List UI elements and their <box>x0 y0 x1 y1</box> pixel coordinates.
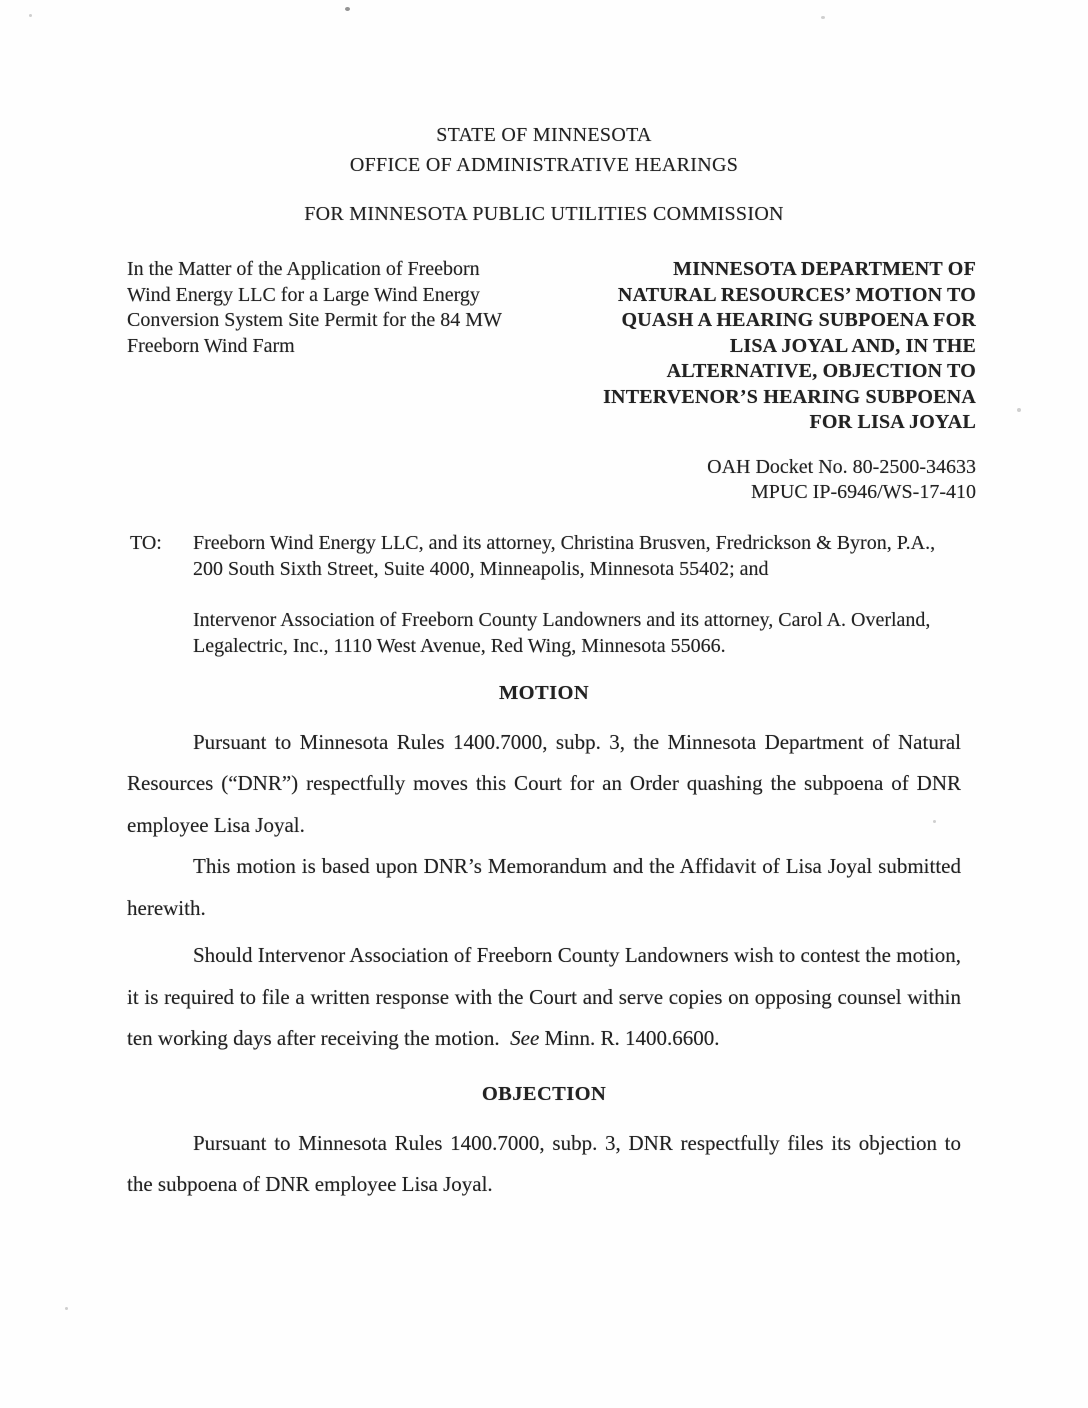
scan-speck <box>821 16 825 19</box>
to-label: TO: <box>130 531 162 554</box>
docket-numbers <box>0 455 976 506</box>
filing-title-line: QUASH A HEARING SUBPOENA FOR <box>621 309 976 331</box>
scan-speck <box>65 1307 68 1310</box>
filing-title <box>566 257 976 436</box>
case-matter-description <box>127 257 566 436</box>
recipient-intervenor-association: Intervenor Association of Freeborn County Landowners and its attorney, Carol A. Overland, Legalectric, Inc., 1110 West Avenue, Red Wing, Minnesota 55066. <box>193 608 931 657</box>
filing-title-line: LISA JOYAL AND, IN THE <box>729 334 976 357</box>
matter-line: Conversion System Site Permit for the 84 MW <box>127 309 502 331</box>
motion-paragraph-2: This motion is based upon DNR’s Memorandum and the Affidavit of Lisa Joyal submitted herewith. <box>127 854 961 920</box>
case-caption <box>127 257 976 436</box>
motion-body <box>127 722 961 1060</box>
recipient-freeborn-wind: Freeborn Wind Energy LLC, and its attorney, Christina Brusven, Fredrickson & Byron, P.A., 200 South Sixth Street, Suite 4000, Minneapolis, Minnesota 55402; and <box>193 531 936 580</box>
oah-docket-number: OAH Docket No. 80-2500-34633 <box>707 455 976 478</box>
recipient-list <box>193 530 968 659</box>
matter-line: Freeborn Wind Farm <box>127 334 295 357</box>
objection-paragraph-1: Pursuant to Minnesota Rules 1400.7000, subp. 3, DNR respectfully files its objection to the subpoena of DNR employee Lisa Joyal. <box>127 1130 961 1196</box>
filing-title-line: INTERVENOR’S HEARING SUBPOENA <box>603 385 976 408</box>
court-office-line: OFFICE OF ADMINISTRATIVE HEARINGS <box>349 154 739 176</box>
see-citation-signal: See <box>510 1026 540 1050</box>
scan-speck <box>345 7 350 11</box>
filing-title-line: NATURAL RESOURCES’ MOTION TO <box>617 283 976 306</box>
filing-title-line: ALTERNATIVE, OBJECTION TO <box>666 360 976 382</box>
scan-speck <box>1017 408 1021 412</box>
court-header <box>0 0 1088 229</box>
motion-paragraph-1: Pursuant to Minnesota Rules 1400.7000, subp. 3, the Minnesota Department of Natural Resources (“DNR”) respectfully moves this Court for an Order quashing the subpoena of DNR employee Lisa Joyal. <box>127 729 961 837</box>
scan-speck <box>29 14 32 17</box>
motion-paragraph-3 <box>127 935 961 1060</box>
filing-title-line: FOR LISA JOYAL <box>809 411 976 433</box>
scan-speck <box>933 820 936 823</box>
motion-heading: MOTION <box>498 681 590 704</box>
filing-title-line: MINNESOTA DEPARTMENT OF <box>673 258 976 280</box>
court-for-line: FOR MINNESOTA PUBLIC UTILITIES COMMISSION <box>304 203 784 225</box>
motion-paragraph-3-text: Should Intervenor Association of Freeborn County Landowners wish to contest the motion, it is required to file a written response with the Court and serve copies on opposing counsel within ten working days after receiving the motion. <box>127 943 961 1050</box>
objection-heading: OBJECTION <box>481 1082 607 1105</box>
matter-line: In the Matter of the Application of Freeborn <box>127 258 480 280</box>
service-block <box>130 530 968 659</box>
objection-body <box>127 1123 961 1206</box>
matter-line: Wind Energy LLC for a Large Wind Energy <box>127 283 480 306</box>
rule-citation: Minn. R. 1400.6600. <box>539 1026 720 1050</box>
mpuc-docket-number: MPUC IP-6946/WS-17-410 <box>750 481 976 503</box>
court-state-line: STATE OF MINNESOTA <box>436 124 652 146</box>
